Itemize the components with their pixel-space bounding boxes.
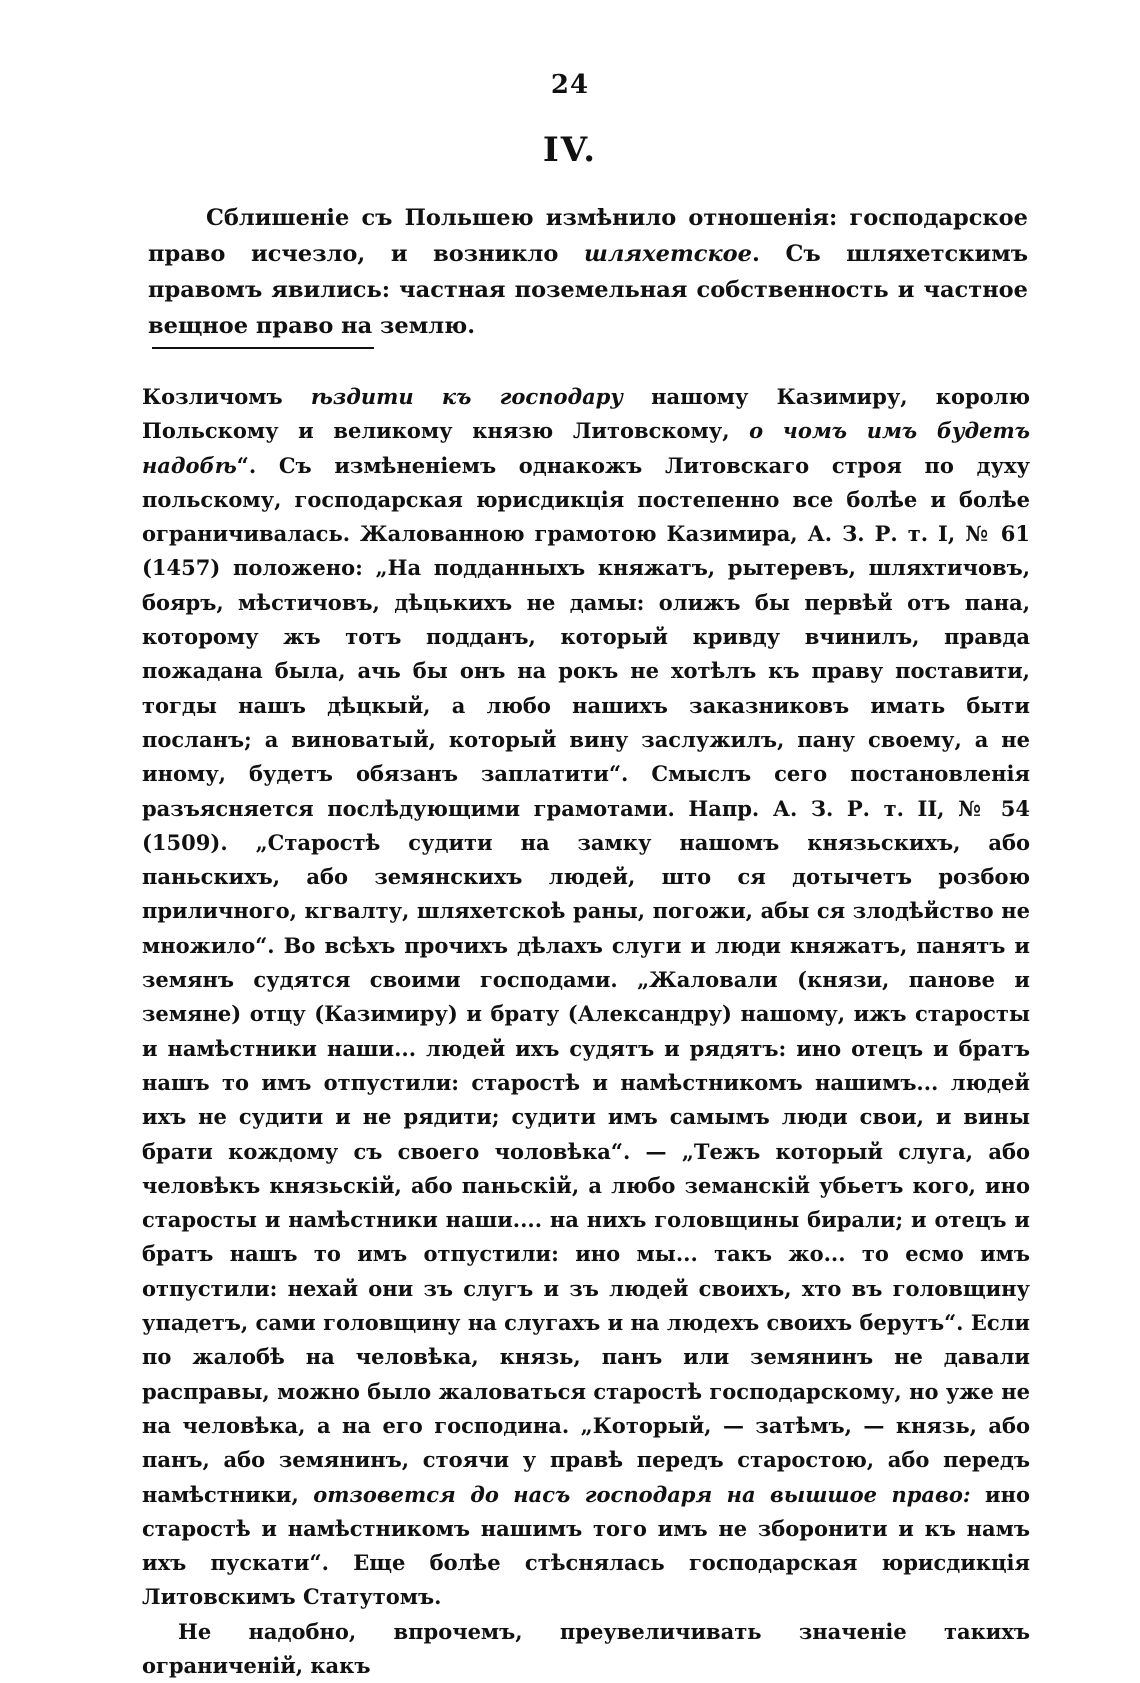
main-paragraph-text (148, 200, 1028, 344)
main-text-part-3: . Съ шляхетскимъ правомъ явились: частная поземельная собственность и частное вещное право на землю. (148, 241, 1028, 339)
footnote-last-line: Не надобно, впрочемъ, преувеличивать значеніе такихъ ограниченій, какъ (142, 1618, 1030, 1678)
footnote-seg-5: “. Съ измѣненіемъ однакожъ Литовскаго строя по духу польскому, господарская юрисдикція постепенно все болѣе и болѣе ограничивалась. Жалованною грамотою Казимира, А. З. Р. т. I, № 61 (1457) положено: „На подданныхъ княжатъ, рытеревъ, шляхтичовъ, бояръ, мѣстичовъ, дѣцькихъ не дамы: олижъ бы первѣй отъ пана, которому жъ тотъ подданъ, который кривду вчинилъ, правда пожадана была, ачь бы онъ на рокъ не хотѣлъ къ праву поставити, тогды нашъ дѣцкый, а любо нашихъ заказниковъ имать быти посланъ; а виноватый, который вину заслужилъ, пану своему, а не иному, будетъ обязанъ заплатити“. Смыслъ сего постановленія разъясняется послѣдующими грамотами. Напр. А. З. Р. т. II, № 54 (1509). „Старостѣ судити на замку нашомъ князьскихъ, або паньскихъ, або земянскихъ людей, што ся дотычетъ розбою приличного, кгвалту, шляхетскоѣ раны, погожи, абы ся злодѣйство не множило“. Во всѣхъ прочихъ дѣлахъ слуги и люди княжатъ, панятъ и земянъ судятся своими господами. „Жаловали (князи, панове и земяне) отцу (Казимиру) и брату (Александру) нашому, ижъ старосты и намѣстники наши... людей ихъ судятъ и рядятъ: ино отецъ и братъ нашъ то имъ отпустили: старостѣ и намѣстникомъ нашимъ... людей ихъ не судити и не рядити; судити имъ самымъ люди свои, и вины брати кождому съ своего чоловѣка“. — „Тежъ который слуга, або человѣкъ князьскій, або паньскій, а любо земанскій убьетъ кого, ино старосты и намѣстники наши.... на нихъ головщины бирали; и отецъ и братъ нашъ то имъ отпустили: ино мы... такъ жо... то есмо имъ отпустили: нехай они зъ слугъ и зъ людей своихъ, хто въ головщину упадетъ, сами головщину на слугахъ и на людехъ своихъ берутъ“. Если по жалобѣ на человѣка, князь, панъ или земянинъ не давали расправы, можно было жаловаться старостѣ господарскому, но уже не на человѣка, а на его господина. „Который, — затѣмъ, — князь, або панъ, або земянинъ, стоячи у правѣ передъ старостою, або передъ намѣстники, (142, 452, 1030, 1507)
footnote-paragraph (142, 380, 1030, 1615)
footnote-divider (152, 347, 374, 349)
footnote-italic-1: ѣздити къ господару (310, 384, 623, 409)
main-text-part-1: Сблишеніе съ Польшею измѣнило отношенія: господарское право исчезло, и возникло (148, 205, 1028, 267)
footnote-italic-3: отзовется до насъ господаря на вышшое право: (313, 1481, 971, 1507)
page-number: 24 (550, 70, 590, 100)
main-paragraph (148, 200, 1028, 344)
footnote-seg-7: ино старостѣ и намѣстникомъ нашимъ того имъ не зборонити и къ намъ ихъ пускати“. Еще болѣе стѣснялась господарская юрисдикція Литовскимъ Статутомъ. (142, 1481, 1031, 1610)
footnote-seg-3: нашому Казимиру, королю Польскому и великому князю Литовскому, (142, 384, 1030, 444)
footnote-italic-2: о чомъ имъ будетъ надобѣ (142, 418, 1031, 478)
main-text-italic: шляхетское (584, 241, 753, 267)
footnote-block (142, 380, 1030, 1683)
chapter-heading: IV. (542, 130, 598, 170)
footnote-seg-1: Козличомъ (142, 384, 311, 409)
